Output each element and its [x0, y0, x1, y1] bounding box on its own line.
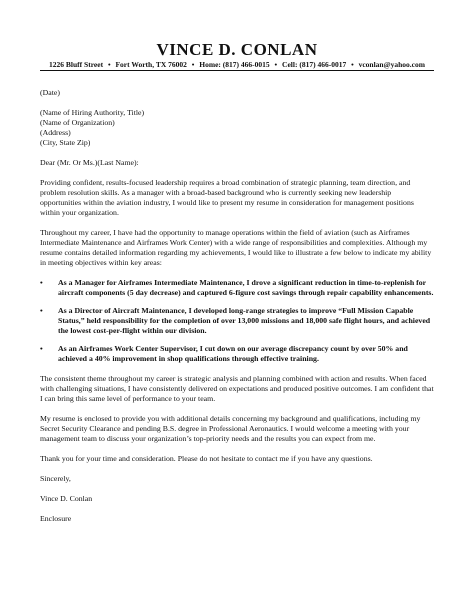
career-paragraph: Throughout my career, I have had the opportunity to manage operations within the field of aviation (such as Airframes Intermediate Maintenance and Airframes Work Center) with a wide range of responsibilities and complexities. Although my resume contains detailed information regarding my achievements, I would like to illustrate a few below to indicate my ability in meeting objectives within key areas:	[40, 228, 432, 267]
recipient-block	[40, 108, 434, 148]
recipient-line: (Name of Hiring Authority, Title)	[40, 108, 145, 117]
enclosed-paragraph: My resume is enclosed to provide you with additional details concerning my background and qualifications, including my Secret Security Clearance and pending B.S. degree in Professional Aeronautics. I would welcome a meeting with your management team to discuss your organization’s top-priority needs and the results you can expect from me.	[40, 414, 421, 443]
header-divider	[40, 70, 434, 71]
enclosure-note: Enclosure	[40, 514, 72, 523]
salutation: Dear (Mr. Or Ms.)(Last Name):	[40, 158, 139, 167]
achievement-text: As an Airframes Work Center Supervisor, I cut down on our average discrepancy count by over 50% and achieved a 40% improvement in shop qualifications through effective training.	[58, 344, 408, 363]
recipient-line: (Name of Organization)	[40, 118, 115, 127]
recipient-line: (City, State Zip)	[40, 138, 91, 147]
recipient-line: (Address)	[40, 128, 71, 137]
achievement-item	[40, 306, 434, 336]
achievement-item	[40, 344, 434, 364]
applicant-name: VINCE D. CONLAN	[156, 40, 318, 59]
letter-body	[40, 88, 434, 534]
achievement-text: As a Director of Aircraft Maintenance, I developed long-range strategies to improve “Full Mission Capable Status,” held responsibility for the completion of over 13,000 missions and 18,000 safe flight hours, and achieved the lowest cost-per-flight within our division.	[58, 306, 431, 335]
bullet-icon: •	[40, 278, 43, 287]
date-line: (Date)	[40, 88, 60, 97]
achievement-list	[40, 278, 434, 364]
email-address: vconlan@yahoo.com	[358, 60, 425, 69]
signoff: Sincerely,	[40, 474, 71, 483]
separator: •	[191, 60, 195, 69]
bullet-icon: •	[40, 344, 43, 353]
cell-phone: Cell: (817) 466-0017	[282, 60, 347, 69]
intro-paragraph: Providing confident, results-focused leadership requires a broad combination of strategic planning, team direction, and problem resolution skills. As a manager with a broad-based background who is currently seeking new leadership opportunities within the aviation industry, I would like to present my resume in consideration for management positions within your organization.	[40, 178, 414, 217]
achievement-item	[40, 278, 434, 298]
separator: •	[274, 60, 278, 69]
street-address: 1226 Bluff Street	[49, 60, 104, 69]
signature-name: Vince D. Conlan	[40, 494, 93, 503]
separator: •	[107, 60, 111, 69]
city-state-zip: Fort Worth, TX 76002	[115, 60, 187, 69]
contact-line	[40, 60, 434, 69]
theme-paragraph: The consistent theme throughout my career is strategic analysis and planning combined with action and results. When faced with challenging situations, I have consistently delivered on expectations and produced positive outcomes. I am confident that I can bring this same level of performance to your team.	[40, 374, 434, 403]
thanks-paragraph: Thank you for your time and consideration. Please do not hesitate to contact me if you have any questions.	[40, 454, 373, 463]
home-phone: Home: (817) 466-0015	[199, 60, 270, 69]
bullet-icon: •	[40, 306, 43, 315]
separator: •	[351, 60, 354, 69]
achievement-text: As a Manager for Airframes Intermediate Maintenance, I drove a significant reduction in time-to-replenish for aircraft components (5 day decrease) and captured 6-figure cost savings through repair capability enhancements.	[58, 278, 434, 297]
